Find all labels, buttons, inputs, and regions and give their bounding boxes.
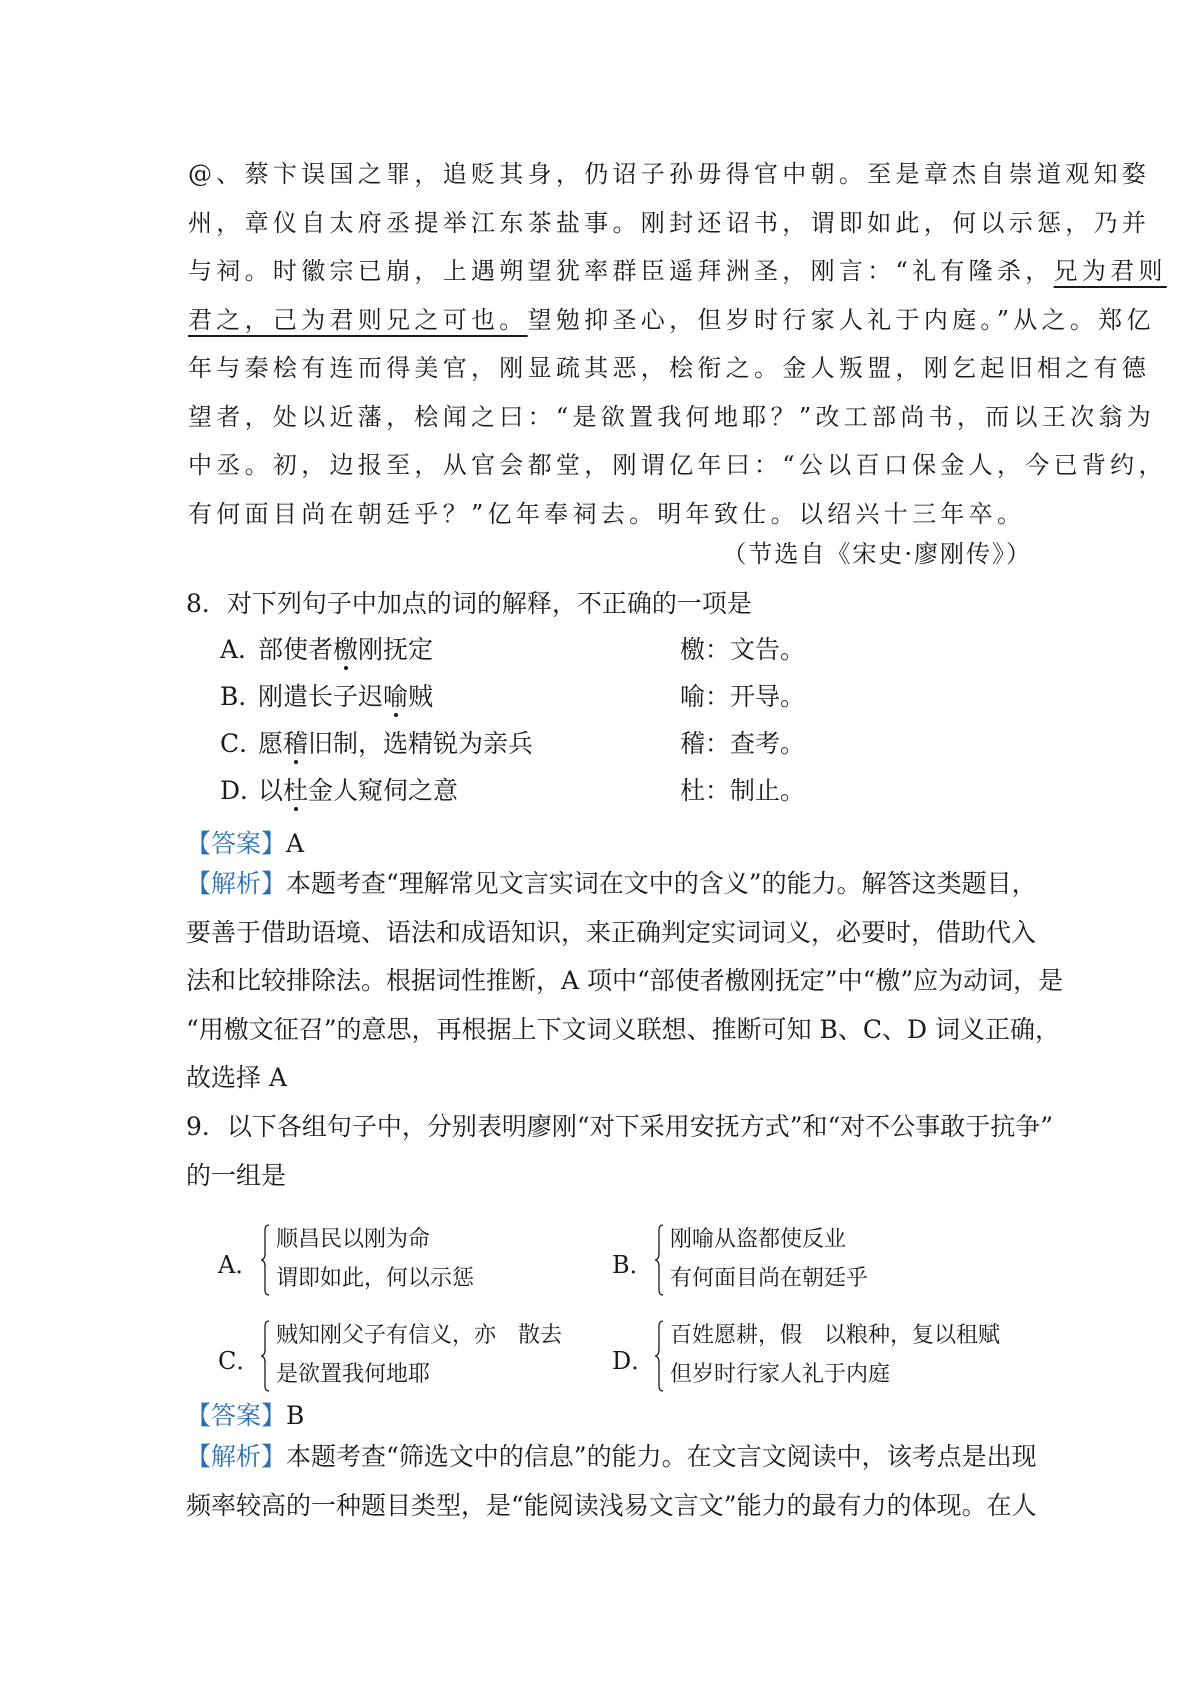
option-text: 以 xyxy=(258,776,284,805)
group-sentence-2: 谓即如此，何以示惩 xyxy=(276,1266,475,1291)
analysis-tag: 【解析】 xyxy=(186,1442,287,1471)
q8-gloss-b: 喻：开导。 xyxy=(680,682,806,711)
q8-gloss-d: 杜：制止。 xyxy=(680,776,806,805)
option-text: 愿 xyxy=(258,729,284,758)
dotted-word: 杜 xyxy=(283,776,309,805)
option-letter: D． xyxy=(612,1347,656,1375)
analysis-line xyxy=(186,860,1037,909)
dotted-word: 喻 xyxy=(383,682,409,711)
q9-answer xyxy=(186,1396,304,1432)
group-sentence-1: 刚喻从盗都使反业 xyxy=(670,1227,847,1252)
classical-passage xyxy=(188,150,1167,538)
passage-text: 与祠。时徽宗已崩，上遇朔望犹率群臣遥拜洲圣，刚言：“礼有隆杀， xyxy=(188,257,1054,285)
option-text: 刚抚定 xyxy=(358,635,434,664)
underlined-sentence: 君之，己为君则兄之可也。 xyxy=(188,305,528,334)
analysis-text: 本题考查“理解常见文言实词在文中的含义”的能力。解答这类题目， xyxy=(286,869,1037,898)
q8-gloss-c: 稽：查考。 xyxy=(680,729,806,758)
question-9-stem xyxy=(186,1103,1054,1200)
underlined-sentence: 兄为君则 xyxy=(1053,257,1167,285)
analysis-tag: 【解析】 xyxy=(186,869,287,898)
analysis-line: 故选择 A xyxy=(186,1063,288,1092)
option-text: 刚遣长子迟 xyxy=(258,682,384,711)
analysis-line: 法和比较排除法。根据词性推断，A 项中“部使者檄刚抚定”中“檄”应为动词，是 xyxy=(186,966,1064,995)
option-text: 贼 xyxy=(408,682,434,711)
option-letter: C． xyxy=(220,729,265,758)
dotted-word: 稽 xyxy=(283,729,309,758)
option-text: 部使者 xyxy=(258,635,334,664)
option-letter: A． xyxy=(218,1251,260,1279)
stem-line: 9．以下各组句子中，分别表明廖刚“对下采用安抚方式”和“对不公事敢于抗争” xyxy=(186,1112,1054,1141)
passage-line xyxy=(188,296,1155,345)
group-sentence-2: 有何面目尚在朝廷乎 xyxy=(670,1266,869,1291)
answer-tag: 【答案】 xyxy=(186,829,287,858)
group-sentence-2: 但岁时行家人礼于内庭 xyxy=(670,1362,891,1387)
passage-source: （节选自《宋史·廖刚传》） xyxy=(722,540,1032,568)
left-brace-icon xyxy=(654,1320,664,1392)
passage-line: 中丞。初，边报至，从官会都堂，刚谓亿年曰：“公以百口保金人，今已背约， xyxy=(188,451,1167,479)
passage-text: 望勉抑圣心，但岁时行家人礼于内庭。”从之。郑亿 xyxy=(527,305,1155,334)
analysis-line: 要善于借助语境、语法和成语知识，来正确判定实词词义，必要时，借助代入 xyxy=(186,917,1037,947)
analysis-line: 频率较高的一种题目类型，是“能阅读浅易文言文”能力的最有力的体现。在人 xyxy=(186,1490,1037,1520)
option-letter: B． xyxy=(612,1251,654,1279)
group-sentence-1: 百姓愿耕，假 以粮种，复以租赋 xyxy=(670,1323,1001,1348)
passage-line: @、蔡卞误国之罪，追贬其身，仍诏子孙毋得官中朝。至是章杰自崇道观知婺 xyxy=(188,160,1151,188)
passage-line: 年与秦桧有连而得美官，刚显疏其恶，桧衔之。金人叛盟，刚乞起旧相之有德 xyxy=(188,354,1151,382)
question-8-stem: 8．对下列句子中加点的词的解释，不正确的一项是 xyxy=(186,589,752,618)
dotted-word: 檄 xyxy=(333,635,359,664)
q8-gloss-a: 檄：文告。 xyxy=(680,635,806,664)
q8-option-a xyxy=(220,630,433,666)
q8-option-d xyxy=(220,771,458,807)
option-text: 旧制，选精锐为亲兵 xyxy=(308,729,534,758)
answer-value: B xyxy=(286,1401,305,1430)
answer-value: A xyxy=(286,829,305,858)
q9-analysis xyxy=(186,1433,1037,1530)
analysis-text: 本题考查“筛选文中的信息”的能力。在文言文阅读中，该考点是出现 xyxy=(286,1442,1037,1471)
passage-line: 望者，处以近藩，桧闻之曰：“是欲置我何地耶？”改工部尚书，而以王次翁为 xyxy=(188,402,1156,431)
option-letter: A． xyxy=(220,635,264,664)
option-letter: D． xyxy=(220,776,266,805)
q8-option-c xyxy=(220,724,533,760)
left-brace-icon xyxy=(260,1320,270,1392)
left-brace-icon xyxy=(654,1224,664,1296)
group-sentence-1: 顺昌民以刚为命 xyxy=(276,1227,431,1252)
analysis-line: “用檄文征召”的意思，再根据上下文词义联想、推断可知 B、C、D 词义正确， xyxy=(186,1014,1061,1044)
answer-tag: 【答案】 xyxy=(186,1401,287,1430)
stem-line: 的一组是 xyxy=(186,1160,287,1190)
analysis-line xyxy=(186,1433,1037,1482)
option-letter: B． xyxy=(220,682,264,711)
option-letter: C． xyxy=(218,1347,261,1375)
group-sentence-2: 是欲置我何地耶 xyxy=(276,1362,431,1387)
option-text: 金人窥伺之意 xyxy=(308,776,459,805)
q8-option-b xyxy=(220,677,433,713)
passage-line: 有何面目尚在朝廷乎？”亿年奉祠去。明年致仕。以绍兴十三年卒。 xyxy=(188,499,1026,528)
q8-answer xyxy=(186,824,304,860)
left-brace-icon xyxy=(260,1224,270,1296)
passage-line xyxy=(188,247,1167,296)
group-sentence-1: 贼知刚父子有信义，亦 散去 xyxy=(276,1323,563,1348)
q8-analysis xyxy=(186,860,1064,1103)
passage-line: 州，章仪自太府丞提举江东茶盐事。刚封还诏书，谓即如此，何以示惩，乃并 xyxy=(188,208,1151,237)
